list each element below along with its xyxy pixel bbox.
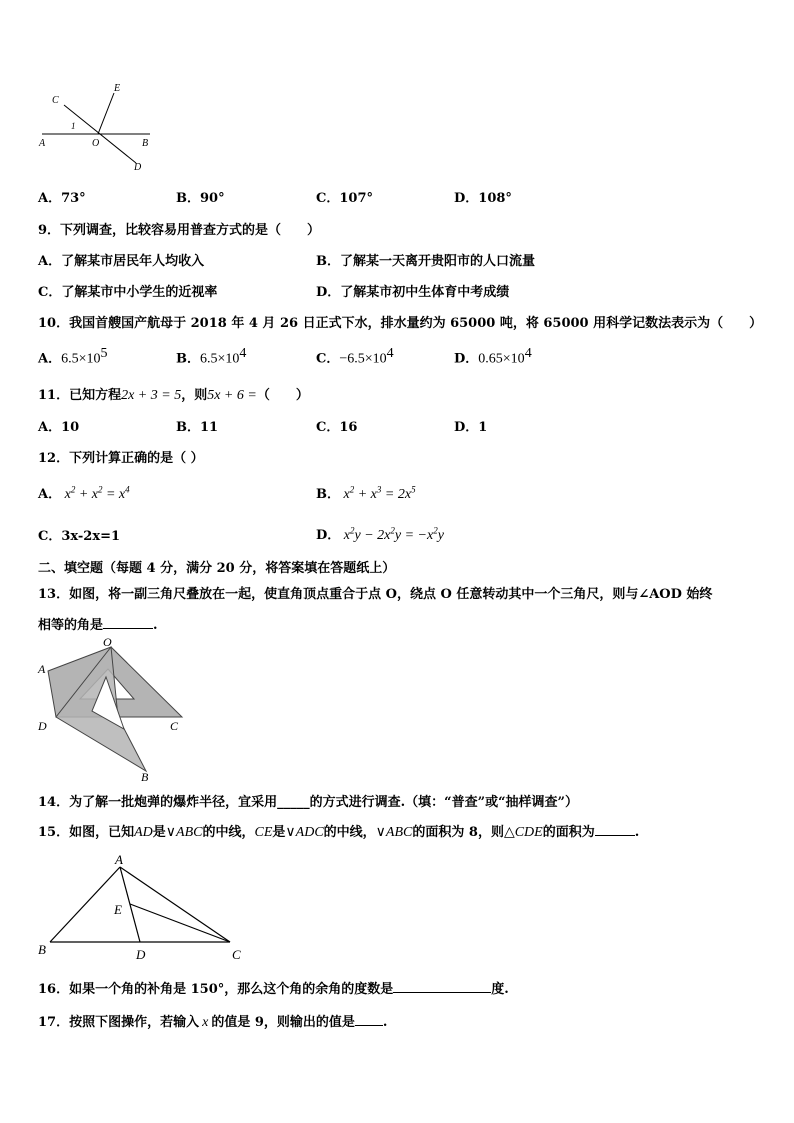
q12-option-b (316, 483, 416, 503)
section-heading: 二、填空题（每题 4 分，满分 20 分，将答案填在答题纸上） (38, 561, 396, 576)
label-b: B (141, 770, 149, 782)
label-o: O (103, 637, 112, 649)
side-ab (50, 867, 120, 942)
q10-option-c (316, 346, 394, 367)
q12-option-c: C．3x-2x=1 (38, 529, 121, 544)
math-x: x (202, 1015, 209, 1030)
math-ce: CE (254, 825, 273, 840)
label-e: E (114, 83, 121, 94)
label-d: D (136, 947, 146, 962)
triangle-figure (36, 850, 256, 965)
option-label: A． (38, 487, 62, 502)
q11-option-a: A．10 (38, 420, 80, 435)
q8-option-d: D．108° (454, 191, 512, 206)
stem-text: ，则 (181, 388, 208, 403)
label-d: D (38, 719, 47, 733)
stem-text: 相等的角是 (38, 618, 104, 633)
q9-option-b: B．了解某一天离开贵阳市的人口流量 (316, 254, 535, 269)
math-abc: ∨ABC (165, 825, 203, 840)
answer-blank (595, 823, 635, 836)
q11-option-d: D．1 (454, 420, 488, 435)
option-label: C． (316, 351, 340, 367)
q12-option-a (38, 483, 130, 503)
set-squares-figure (36, 637, 186, 782)
q8-option-a: A．73° (38, 191, 86, 206)
label-b: B (38, 942, 46, 957)
option-label: B． (316, 487, 340, 502)
stem-text: （ ） (256, 388, 309, 403)
q8-option-b: B．90° (176, 191, 225, 206)
label-a: A (39, 138, 46, 149)
stem-text: 是 (152, 825, 166, 840)
math-adc: ∨ADC (285, 825, 324, 840)
q9-option-c: C．了解某市中小学生的近视率 (38, 285, 218, 300)
median-ce (130, 904, 230, 942)
option-math: 0.65×10 (478, 351, 525, 367)
q10-option-a (38, 346, 108, 367)
q9-option-a: A．了解某市居民年人均收入 (38, 254, 205, 269)
equation: 2x + 3 = 5 (121, 388, 182, 403)
q12-option-d (316, 524, 444, 544)
q8-option-c: C．107° (316, 191, 373, 206)
stem-text: 的面积为 (542, 825, 595, 840)
answer-blank (103, 616, 153, 629)
option-label: D． (316, 528, 341, 543)
option-math: $x^2 + x^3 = 2x^5$ (340, 484, 416, 502)
answer-blank (355, 1013, 383, 1026)
stem-text: 的面积为 8，则 (412, 825, 504, 840)
option-math: $x^2y - 2x^2y = -x^2y$ (340, 525, 444, 543)
stem-text: 17．按照下图操作，若输入 (38, 1015, 200, 1030)
label-d: D (134, 162, 142, 173)
label-a: A (115, 852, 123, 867)
q11-option-c: C．16 (316, 420, 358, 435)
stem-text: 15．如图，已知 (38, 825, 135, 840)
option-label: A． (38, 351, 62, 367)
stem-text: . (634, 825, 640, 840)
q13-line-2 (38, 614, 158, 633)
q13-line-1: 13．如图，将一副三角尺叠放在一起，使直角顶点重合于点 O，绕点 O 任意转动其中一个三角尺，则与∠AOD 始终 (38, 587, 713, 602)
q10-option-b (176, 346, 246, 367)
angle-figure (36, 80, 156, 175)
option-math: $x^2 + x^2 = x^4$ (61, 484, 130, 502)
label-c: C (52, 95, 59, 106)
q15-stem (38, 821, 639, 841)
q9-stem: 9．下列调查，比较容易用普查方式的是（ ） (38, 223, 321, 238)
stem-text: 11．已知方程 (38, 388, 122, 403)
q11-stem (38, 384, 309, 404)
answer-blank (393, 980, 491, 993)
stem-text: 16．如果一个角的补角是 150°，那么这个角的余角的度数是 (38, 982, 394, 997)
q10-stem: 10．我国首艘国产航母于 2018 年 4 月 26 日正式下水，排水量约为 65000 吨，将 65000 用科学记数法表示为（ ） (38, 316, 763, 331)
q10-option-d (454, 346, 532, 367)
math-cde: △CDE (503, 825, 543, 840)
option-math: 6.5×10 (61, 351, 101, 367)
label-b: B (142, 138, 149, 149)
q17-stem (38, 1011, 387, 1031)
expression: 5x + 6 = (207, 388, 257, 403)
stem-text: 的中线， (202, 825, 255, 840)
label-e: E (114, 902, 122, 917)
stem-text: . (382, 1015, 388, 1030)
math-abc: ∨ABC (375, 825, 413, 840)
label-o: O (92, 138, 100, 149)
option-label: B． (176, 351, 200, 367)
stem-text: . (153, 618, 158, 633)
q9-option-d: D．了解某市初中生体育中考成绩 (316, 285, 510, 300)
q14-stem: 14．为了解一批炮弹的爆炸半径，宜采用_____的方式进行调查.（填：“普查”或“抽样调查”） (38, 795, 579, 810)
stem-text: 是 (272, 825, 286, 840)
label-a: A (38, 662, 46, 676)
stem-text: 度. (491, 982, 509, 997)
math-ad: AD (134, 825, 153, 840)
stem-text: 的中线， (323, 825, 376, 840)
label-angle-1: 1 (71, 121, 76, 131)
exponent: 4 (386, 346, 394, 361)
exponent: 4 (239, 346, 247, 361)
option-label: D． (454, 351, 479, 367)
q11-option-b: B．11 (176, 420, 219, 435)
label-c: C (170, 719, 179, 733)
label-c: C (232, 947, 241, 962)
exponent: 4 (524, 346, 532, 361)
q16-stem (38, 978, 509, 997)
stem-text: 的值是 9，则输出的值是 (211, 1015, 355, 1030)
exponent: 5 (100, 346, 108, 361)
q12-stem: 12．下列计算正确的是（ ） (38, 451, 204, 466)
ray-oe (98, 93, 114, 134)
option-math: 6.5×10 (200, 351, 240, 367)
option-math: −6.5×10 (339, 351, 387, 367)
